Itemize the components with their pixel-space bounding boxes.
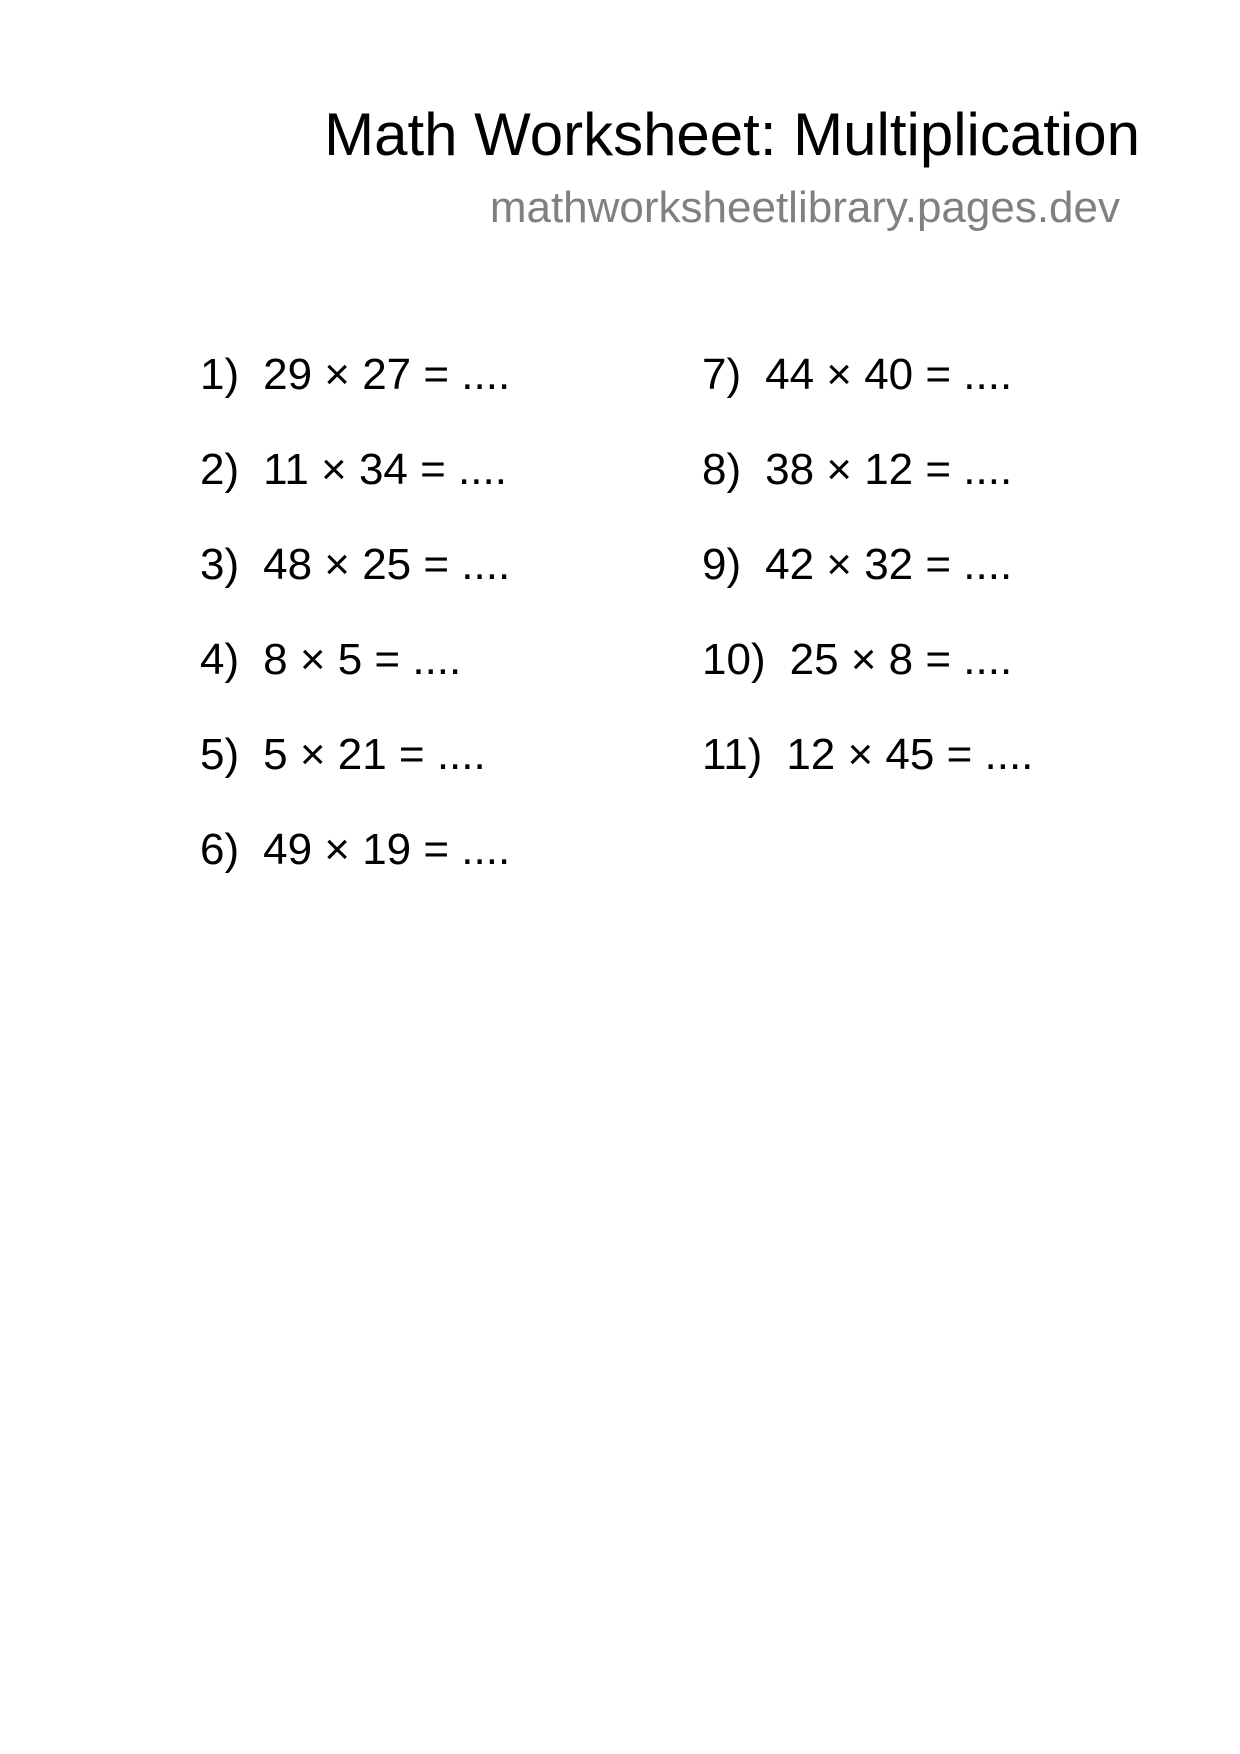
problem-item [702,350,1033,445]
problem-number: 1) [200,350,240,399]
problem-expression: 11 × 34 = .... [263,445,507,494]
problem-number: 10) [702,635,766,684]
problem-item [702,540,1033,635]
problem-number: 2) [200,445,240,494]
problem-expression: 38 × 12 = .... [765,445,1013,494]
problem-item [702,635,1033,730]
problem-item [200,635,510,730]
problem-number: 6) [200,825,240,874]
problem-expression: 44 × 40 = .... [765,350,1013,399]
problem-number: 8) [702,445,742,494]
problem-item [200,350,510,445]
problem-item [702,730,1033,825]
problem-number: 5) [200,730,240,779]
problem-item [200,825,510,920]
problem-expression: 5 × 21 = .... [263,730,486,779]
problem-number: 3) [200,540,240,589]
problem-number: 11) [702,730,763,779]
problem-expression: 49 × 19 = .... [263,825,511,874]
website-url: mathworksheetlibrary.pages.dev [489,183,1120,232]
problem-expression: 42 × 32 = .... [765,540,1013,589]
problem-number: 4) [200,635,240,684]
problem-expression: 48 × 25 = .... [263,540,511,589]
problem-column-left [200,350,510,920]
problem-expression: 25 × 8 = .... [789,635,1013,684]
problem-item [200,730,510,825]
problem-expression: 12 × 45 = .... [786,730,1034,779]
problem-expression: 29 × 27 = .... [263,350,511,399]
problem-item [702,445,1033,540]
problem-item [200,445,510,540]
page-title: Math Worksheet: Multiplication [324,101,1140,168]
problem-number: 9) [702,540,742,589]
problem-item [200,540,510,635]
problem-column-right [702,350,1033,825]
problem-expression: 8 × 5 = .... [263,635,462,684]
problem-number: 7) [702,350,742,399]
